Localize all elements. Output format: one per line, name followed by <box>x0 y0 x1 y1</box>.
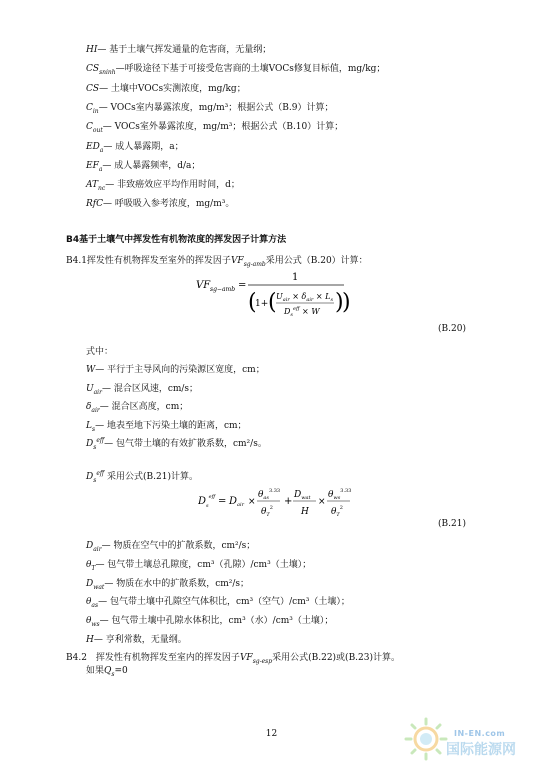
definition-text: — 物质在空气中的扩散系数，cm²/s； <box>101 541 256 551</box>
eq1-rparen: ) <box>342 290 351 315</box>
definition-text: — 物质在水中的扩散系数，cm²/s； <box>104 578 250 589</box>
eq2-lhs: $D_s^{eff}$ <box>198 494 216 509</box>
eq2-times2: × <box>318 497 326 507</box>
definition-line <box>86 383 198 395</box>
definition-subscript: out <box>92 126 103 134</box>
definition-symbol: EF <box>86 160 99 171</box>
eq2-plus: + <box>284 496 293 507</box>
definition-symbol: AT <box>86 180 99 191</box>
definition-symbol: W <box>86 365 96 375</box>
definition-text: — 基于土壤气挥发通量的危害商，无量纲； <box>97 45 272 55</box>
definition-line <box>86 596 350 608</box>
definition-symbol: U <box>86 383 94 394</box>
b41-post: 采用公式（B.20）计算： <box>265 256 368 266</box>
condition-post: =0 <box>114 666 128 676</box>
eq1-lhs-sub: sg−amb <box>210 286 236 293</box>
definition-line <box>86 141 184 153</box>
watermark-name: 国际能源网 <box>446 742 516 758</box>
definition-subscript: air <box>93 545 102 553</box>
definition-symbol: CS <box>86 64 100 75</box>
b42-subscript: sg-esp <box>252 657 273 665</box>
definition-text: — 非致癌效应平均作用时间，d； <box>105 180 240 191</box>
definition-text: — 包气带土壤的有效扩散系数，cm²/s。 <box>104 439 267 449</box>
definition-symbol: C <box>86 122 93 133</box>
definition-line <box>86 160 200 172</box>
definition-line <box>86 63 385 75</box>
definition-subscript: air <box>91 406 100 414</box>
definition-line <box>86 615 333 627</box>
definition-symbol: δ <box>86 402 92 412</box>
definition-symbol: C <box>86 102 93 113</box>
definition-symbol: HI <box>86 45 98 55</box>
eq2-frac3-den: $\theta_T^2$ <box>331 505 343 518</box>
definition-symbol: D <box>86 541 94 551</box>
eq2-frac1-num: $\theta_{as}^{3.33}$ <box>258 488 281 501</box>
definition-symbol: H <box>86 635 94 645</box>
definition-line <box>86 540 255 552</box>
definition-subscript: s <box>93 443 97 451</box>
definition-subscript: nc <box>98 184 106 192</box>
equation-b20 <box>196 266 356 322</box>
definition-line <box>86 179 240 191</box>
condition-line <box>86 665 128 677</box>
definition-line <box>86 420 247 432</box>
shizhong-label: 式中： <box>86 347 114 357</box>
sun-logo-icon <box>402 715 450 763</box>
eq1-inner-denominator: $D_s^{eff} \times W$ <box>284 306 320 318</box>
definition-subscript: wat <box>93 583 105 591</box>
definition-line <box>86 198 234 210</box>
eq-number-b20: (B.20) <box>438 324 466 334</box>
definition-text: — VOCs室外暴露浓度，mg/m³；根据公式（B.10）计算； <box>102 122 344 133</box>
eq1-lparen: ( <box>248 290 257 315</box>
watermark-domain: IN-EN.com <box>454 729 506 738</box>
section-heading: B4基于土壤气中挥发性有机物浓度的挥发因子计算方法 <box>66 235 287 245</box>
b21-line: 采用公式(B.21)计算。 <box>107 472 198 482</box>
definition-subscript: air <box>93 388 102 396</box>
definition-line <box>86 121 343 133</box>
page-number: 12 <box>265 729 278 739</box>
definition-text: — 亨利常数，无量纲。 <box>93 635 187 645</box>
definition-line <box>86 438 267 450</box>
definition-subscript: a <box>98 165 103 173</box>
definition-line <box>86 401 188 413</box>
eq2-times1: × <box>248 497 256 507</box>
b21-intro: $D_s^{eff}$ 采用公式(B.21)计算。 <box>86 470 198 484</box>
eq-number-b21: (B.21) <box>438 519 466 529</box>
definition-text: — 成人暴露频率，d/a； <box>102 160 201 171</box>
definition-text: — 混合区高度，cm； <box>99 402 189 412</box>
definition-symbol: θ <box>86 616 92 627</box>
b41-symbol: VF <box>230 256 244 266</box>
definition-text: — VOCs室内暴露浓度，mg/m³；根据公式（B.9）计算； <box>98 102 334 113</box>
definition-subscript: sninh <box>99 69 116 77</box>
definition-subscript: as <box>91 602 99 610</box>
condition-symbol: Q <box>104 666 112 676</box>
definition-text: — 包气带土壤总孔隙度，cm³（孔隙）/cm³（土壤）； <box>95 559 312 570</box>
definition-line <box>86 559 311 571</box>
definition-symbol: L <box>86 420 92 431</box>
definition-symbol: D <box>86 578 94 589</box>
definition-subscript: T <box>91 564 96 572</box>
definition-line <box>86 102 333 114</box>
definition-superscript: eff <box>96 437 105 444</box>
eq1-one: 1 <box>292 272 299 283</box>
condition-subscript: s <box>111 670 115 678</box>
b42-post: 采用公式(B.22)或(B.23)计算。 <box>272 653 401 663</box>
definition-line <box>86 364 265 376</box>
eq1-equals: = <box>238 280 247 291</box>
definition-text: — 混合区风速，cm/s； <box>101 383 199 394</box>
definition-text: — 包气带土壤中孔隙空气体积比，cm³（空气）/cm³（土壤）； <box>98 597 350 608</box>
definition-subscript: s <box>91 425 96 433</box>
definition-symbol: D <box>86 439 94 449</box>
eq2-frac3-num: $\theta_{ws}^{3.33}$ <box>328 488 352 501</box>
eq2-frac2-num: $D_{wat}$ <box>294 490 311 501</box>
definition-line <box>86 44 271 56</box>
b41-pre: B4.1挥发性有机物挥发至室外的挥发因子 <box>66 256 231 266</box>
eq2-frac1-den: $\theta_T^2$ <box>261 505 273 518</box>
definition-text: — 成人暴露期，a； <box>103 141 184 152</box>
b42-paragraph <box>66 652 400 664</box>
definition-text: —呼吸途径下基于可接受危害商的土壤VOCs修复目标值，mg/kg； <box>115 64 386 75</box>
definition-symbol: RfC <box>86 199 103 210</box>
definition-symbol: θ <box>86 597 92 608</box>
definition-text: — 平行于主导风向的污染源区宽度，cm； <box>95 365 265 375</box>
b42-pre: B4.2 挥发性有机物挥发至室内的挥发因子 <box>66 653 240 663</box>
eq2-frac2-den: H <box>301 507 309 517</box>
b41-subscript: sg-amb <box>243 260 266 268</box>
definition-symbol: CS <box>86 83 100 94</box>
condition-pre: 如果 <box>86 666 105 676</box>
definition-text: — 呼吸吸入参考浓度，mg/m³。 <box>103 199 235 210</box>
b42-symbol: VF <box>239 653 253 663</box>
eq2-dair: $D_{air}$ <box>229 496 245 508</box>
definition-text: — 地表至地下污染土壤的距离，cm； <box>95 420 247 431</box>
eq1-lhs: VF <box>196 280 211 291</box>
eq1-inner-numerator: $U_{air} \times \delta_{air} \times L_s$ <box>276 292 334 303</box>
definition-line <box>86 634 187 646</box>
equation-b21 <box>198 484 358 524</box>
definition-symbol: θ <box>86 559 92 570</box>
eq1-inner-lparen: ( <box>268 290 277 315</box>
watermark-logo <box>402 715 540 763</box>
definition-subscript: ws <box>91 620 100 628</box>
eq2-equals: = <box>218 496 227 507</box>
definition-text: — 包气带土壤中孔隙水体积比，cm³（水）/cm³（土壤）； <box>99 616 334 627</box>
definition-subscript: a <box>99 146 104 154</box>
eq1-one-plus: 1+ <box>255 299 269 309</box>
definition-line <box>86 83 246 95</box>
definition-text: — 土壤中VOCs实测浓度，mg/kg； <box>99 83 246 94</box>
definition-line <box>86 578 249 590</box>
definition-subscript: in <box>92 107 99 115</box>
eq1-inner-rparen: ) <box>335 290 344 315</box>
definition-symbol: ED <box>86 141 100 152</box>
